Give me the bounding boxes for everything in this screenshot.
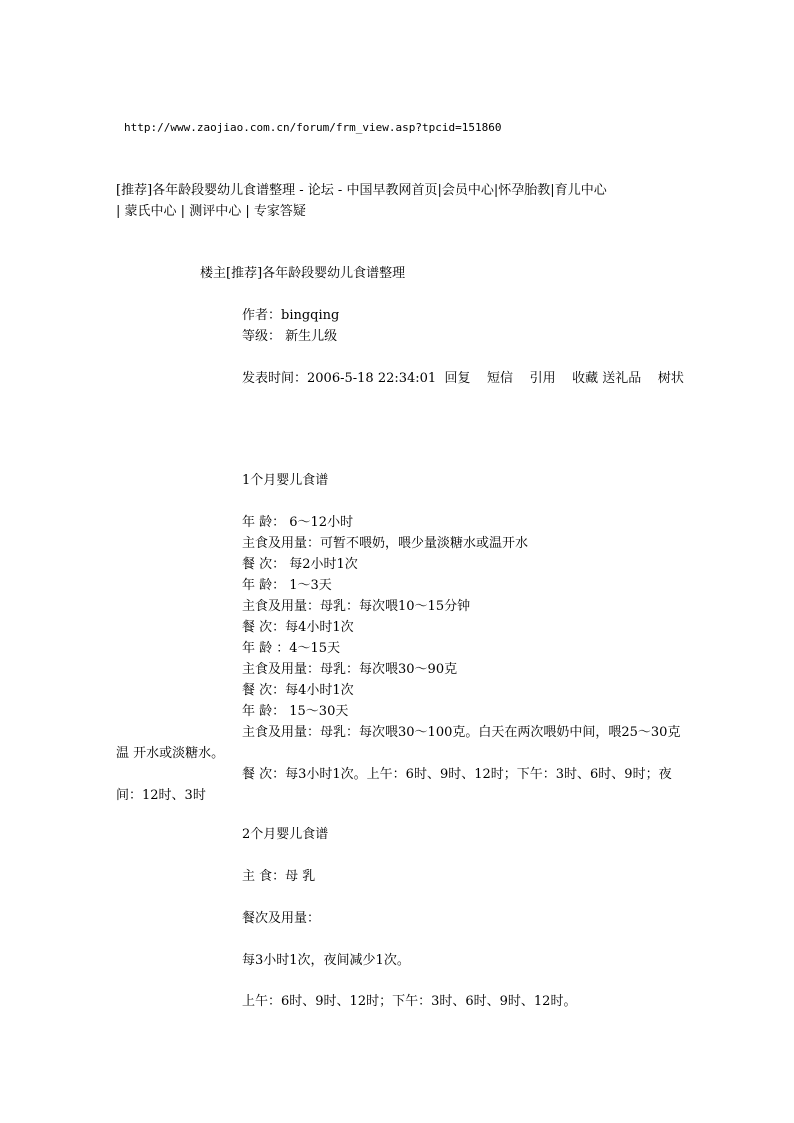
month1-line: 餐 次： 每2小时1次 [242, 557, 358, 572]
message-link[interactable]: 短信 [487, 371, 514, 386]
author-line: 作者：bingqing [242, 308, 340, 323]
month2-schedule: 上午：6时、9时、12时；下午：3时、6时、9时、12时。 [242, 994, 577, 1009]
month1-line: 年 龄 ：4～15天 [242, 641, 341, 656]
nav-separator: | [241, 204, 254, 219]
month2-frequency: 每3小时1次，夜间减少1次。 [242, 953, 410, 968]
nav-separator: | [493, 183, 499, 198]
source-url: http://www.zaojiao.com.cn/forum/frm_view.asp?tpcid=151860 [124, 121, 502, 134]
month1-line: 餐 次：每4小时1次 [242, 683, 354, 698]
nav-pregnancy-link[interactable]: 怀孕胎教 [498, 183, 551, 198]
post-time: 发表时间：2006-5-18 22:34:01 [242, 371, 437, 386]
nav-separator: | [550, 183, 555, 198]
month1-line: 年 龄： 15～30天 [242, 704, 349, 719]
month2-meal-label: 餐次及用量： [242, 911, 321, 926]
month2-staple: 主 食：母 乳 [242, 869, 316, 884]
nav-separator: | [176, 204, 190, 219]
floor-title: 楼主[推荐]各年龄段婴幼儿食谱整理 [200, 266, 406, 281]
nav-parenting-link[interactable]: 育儿中心 [554, 183, 607, 198]
month1-title: 1个月婴儿食谱 [242, 473, 329, 488]
month1-line: 主食及用量：母乳：每次喂30～90克 [242, 662, 458, 677]
favorite-link[interactable]: 收藏 [572, 371, 599, 386]
month1-meal-schedule: 餐 次：每3小时1次。上午：6时、9时、12时；下午：3时、6时、9时；夜间：12时、3时 [116, 767, 672, 803]
month1-line: 主食及用量：母乳：每次喂10～15分钟 [242, 599, 471, 614]
nav-home-link[interactable]: 首页 [411, 183, 438, 198]
page-title: [推荐]各年龄段婴幼儿食谱整理 - 论坛 - 中国早教网 [116, 183, 412, 198]
month1-line: 年 龄： 6～12小时 [242, 515, 354, 530]
month2-title: 2个月婴儿食谱 [242, 827, 329, 842]
post-meta [116, 368, 686, 389]
nav-expert-link[interactable]: 专家答疑 [253, 204, 306, 219]
level-line: 等级： 新生儿级 [242, 329, 338, 344]
gift-link[interactable]: 送礼品 [602, 371, 642, 386]
nav-assessment-link[interactable]: 测评中心 [189, 204, 242, 219]
month1-line: 餐 次：每4小时1次 [242, 620, 354, 635]
quote-link[interactable]: 引用 [529, 371, 556, 386]
nav-separator: | [116, 204, 125, 219]
month1-line: 主食及用量：可暂不喂奶，喂少量淡糖水或温开水 [242, 536, 529, 551]
nav-montessori-link[interactable]: 蒙氏中心 [124, 204, 177, 219]
month1-feeding-detail: 主食及用量：母乳：每次喂30～100克。白天在两次喂奶中间，喂25～30克温 开水或淡糖水。 [116, 725, 681, 761]
nav-separator: | [437, 183, 442, 198]
nav-member-center-link[interactable]: 会员中心 [441, 183, 494, 198]
page-header [116, 180, 686, 222]
tree-view-link[interactable]: 树状 [657, 371, 684, 386]
reply-link[interactable]: 回复 [444, 371, 471, 386]
month1-line: 年 龄： 1～3天 [242, 578, 332, 593]
